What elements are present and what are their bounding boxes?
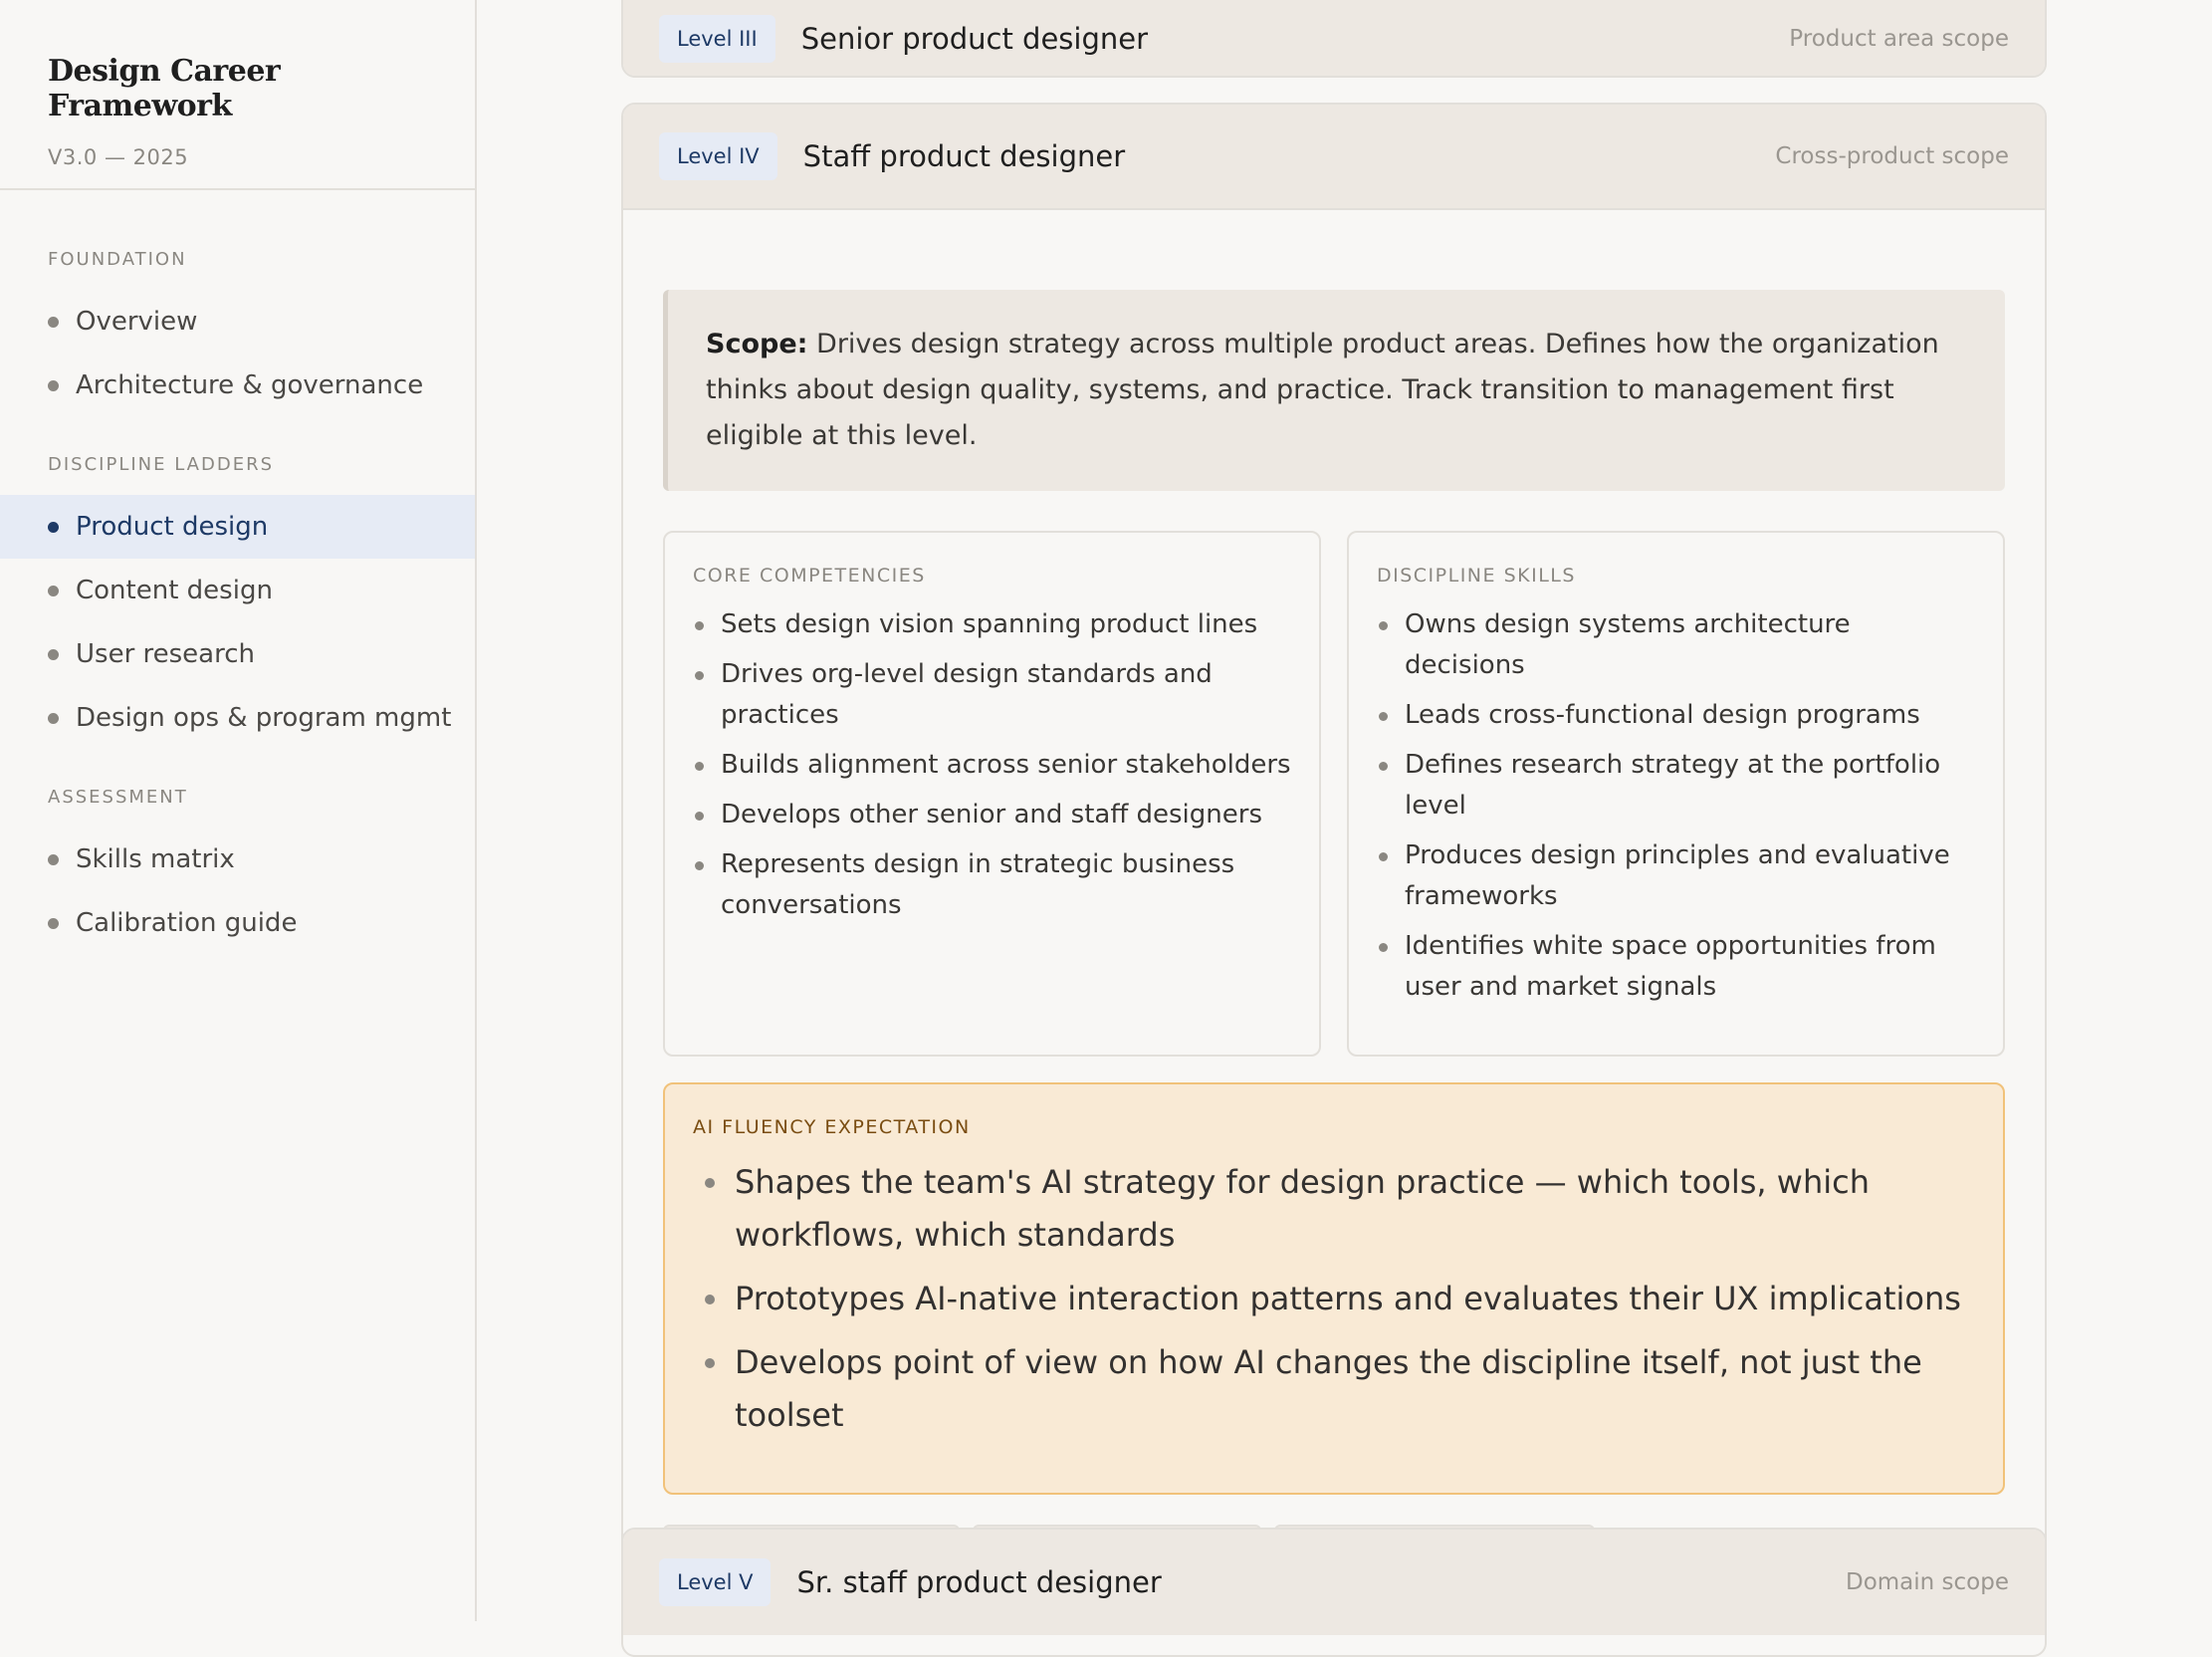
sidebar-item-content-design[interactable] (0, 559, 475, 622)
list-item: Prototypes AI-native interaction patterns and evaluates their UX implications (693, 1273, 1975, 1325)
level-header-v[interactable] (623, 1530, 2045, 1635)
sidebar-item-label: Architecture & governance (76, 370, 424, 400)
core-competencies-panel (663, 531, 1321, 1057)
brand-header (0, 0, 475, 190)
panel-label: CORE COMPETENCIES (693, 565, 926, 587)
nav-section-assessment: ASSESSMENT (48, 787, 188, 808)
bullet-dot-icon (48, 586, 59, 596)
ai-fluency-panel (663, 1082, 2005, 1495)
list-item: Builds alignment across senior stakeholders (693, 745, 1291, 786)
version-label: V3.0 — 2025 (48, 145, 189, 169)
sidebar-item-architecture-governance[interactable] (0, 354, 475, 417)
sidebar-item-design-ops[interactable] (0, 686, 475, 750)
level-badge: Level V (659, 1558, 771, 1606)
scope-callout (663, 290, 2005, 491)
list-item: Identifies white space opportunities from user and market signals (1377, 926, 1975, 1008)
level-title: Senior product designer (800, 22, 1149, 56)
bullet-dot-icon (48, 522, 59, 533)
bullet-dot-icon (48, 713, 59, 724)
list-item: Represents design in strategic business conversations (693, 844, 1291, 926)
sidebar (0, 0, 477, 1621)
panel-label: DISCIPLINE SKILLS (1377, 565, 1576, 587)
level-scope: Cross-product scope (1775, 143, 2009, 169)
sidebar-item-label: Product design (76, 512, 269, 542)
scope-text: Drives design strategy across multiple product areas. Defines how the organization thinks about design quality, systems, and practice. Track transition to management first eligible at this level. (706, 329, 1939, 451)
list-item: Leads cross-functional design programs (1377, 695, 1975, 736)
level-title: Sr. staff product designer (796, 1565, 1162, 1599)
level-card-iii (621, 0, 2047, 78)
core-competencies-list (693, 604, 1291, 926)
sidebar-item-product-design[interactable] (0, 495, 475, 559)
discipline-skills-list (1377, 604, 1975, 1008)
list-item: Develops point of view on how AI changes the discipline itself, not just the toolset (693, 1336, 1975, 1442)
level-title: Staff product designer (802, 139, 1126, 173)
bullet-dot-icon (48, 918, 59, 929)
panel-label: AI FLUENCY EXPECTATION (693, 1116, 971, 1138)
level-card-v (621, 1528, 2047, 1657)
bullet-dot-icon (48, 854, 59, 865)
scope-label: Scope: (706, 329, 808, 359)
sidebar-item-calibration-guide[interactable] (0, 891, 475, 955)
level-body-iv (623, 290, 2045, 1578)
ai-fluency-list (693, 1156, 1975, 1442)
sidebar-item-label: User research (76, 639, 256, 669)
level-scope: Domain scope (1845, 1569, 2009, 1595)
bullet-dot-icon (48, 317, 59, 328)
sidebar-item-overview[interactable] (0, 290, 475, 354)
list-item: Drives org-level design standards and practices (693, 654, 1291, 736)
list-item: Sets design vision spanning product lines (693, 604, 1291, 645)
list-item: Defines research strategy at the portfolio level (1377, 745, 1975, 827)
nav-section-discipline-ladders: DISCIPLINE LADDERS (48, 454, 275, 475)
sidebar-item-skills-matrix[interactable] (0, 828, 475, 891)
bullet-dot-icon (48, 649, 59, 660)
list-item: Shapes the team's AI strategy for design practice — which tools, which workflows, which standards (693, 1156, 1975, 1262)
bullet-dot-icon (48, 380, 59, 391)
sidebar-item-label: Content design (76, 576, 273, 605)
level-card-iv (621, 103, 2047, 1630)
competency-columns (663, 531, 2005, 1057)
discipline-skills-panel (1347, 531, 2005, 1057)
level-badge: Level III (659, 15, 775, 63)
sidebar-item-user-research[interactable] (0, 622, 475, 686)
sidebar-item-label: Overview (76, 307, 198, 337)
nav-section-foundation: FOUNDATION (48, 249, 187, 270)
list-item: Develops other senior and staff designers (693, 795, 1291, 835)
level-badge: Level IV (659, 132, 777, 180)
level-header-iv[interactable] (623, 105, 2045, 210)
level-header-iii[interactable] (623, 0, 2045, 76)
level-scope: Product area scope (1789, 26, 2009, 52)
sidebar-nav (0, 190, 475, 955)
list-item: Owns design systems architecture decisions (1377, 604, 1975, 686)
sidebar-item-label: Calibration guide (76, 908, 298, 938)
app-title: Design Career Framework (48, 54, 281, 123)
sidebar-item-label: Design ops & program mgmt (76, 703, 452, 733)
list-item: Produces design principles and evaluative frameworks (1377, 835, 1975, 917)
sidebar-item-label: Skills matrix (76, 844, 235, 874)
